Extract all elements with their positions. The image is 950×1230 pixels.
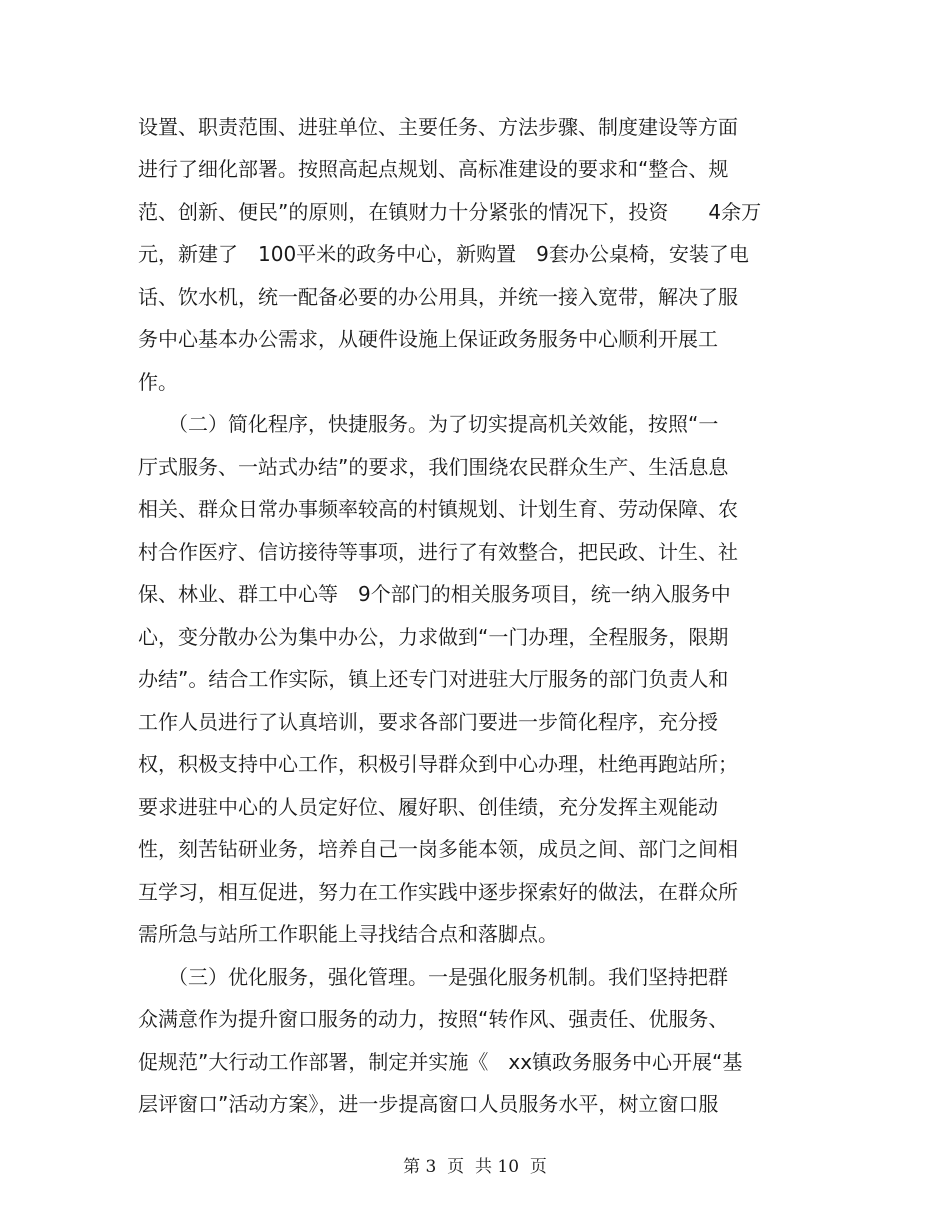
text-line: 需所急与站所工作职能上寻找结合点和落脚点。 <box>138 922 558 946</box>
text-line: 要求进驻中心的人员定好位、履好职、创佳绩，充分发挥主观能动 <box>138 795 718 819</box>
text-line: 范、创新、便民”的原则，在镇财力十分紧张的情况下，投资 4余万 <box>138 200 762 224</box>
text-line: 元，新建了 100平米的政务中心，新购置 9套办公桌椅，安装了电 <box>138 242 749 266</box>
text-line: 相关、群众日常办事频率较高的村镇规划、计划生育、劳动保障、农 <box>138 497 738 521</box>
text-line: 作。 <box>138 370 178 394</box>
text-line: 工作人员进行了认真培训，要求各部门要进一步简化程序，充分授 <box>138 710 718 734</box>
text-line: 进行了细化部署。按照高起点规划、高标准建设的要求和“整合、规 <box>138 157 729 181</box>
text-line: 促规范”大行动工作部署，制定并实施《 xx镇政务服务中心开展“基 <box>138 1050 743 1074</box>
text-line: 互学习，相互促进，努力在工作实践中逐步探索好的做法，在群众所 <box>138 880 738 904</box>
text-line: 务中心基本办公需求，从硬件设施上保证政务服务中心顺利开展工 <box>138 327 718 351</box>
text-line: （二）简化程序，快捷服务。为了切实提高机关效能，按照“一 <box>138 412 719 436</box>
text-line: 心，变分散办公为集中办公，力求做到“一门办理，全程服务，限期 <box>138 625 729 649</box>
text-line: 权，积极支持中心工作，积极引导群众到中心办理，杜绝再跑站所； <box>138 752 738 776</box>
text-line: 厅式服务、一站式办结”的要求，我们围绕农民群众生产、生活息息 <box>138 455 729 479</box>
text-line: 保、林业、群工中心等 9个部门的相关服务项目，统一纳入服务中 <box>138 582 731 606</box>
page-number-footer: 第 3 页 共 10 页 <box>403 1157 547 1177</box>
text-line: 层评窗口”活动方案》，进一步提高窗口人员服务水平，树立窗口服 <box>138 1092 719 1116</box>
text-line: 性，刻苦钻研业务，培养自己一岗多能本领，成员之间、部门之间相 <box>138 837 738 861</box>
text-line: 设置、职责范围、进驻单位、主要任务、方法步骤、制度建设等方面 <box>138 115 738 139</box>
text-line: 村合作医疗、信访接待等事项，进行了有效整合，把民政、计生、社 <box>138 540 738 564</box>
text-line: 办结”。结合工作实际，镇上还专门对进驻大厅服务的部门负责人和 <box>138 667 729 691</box>
text-line: 众满意作为提升窗口服务的动力，按照“转作风、强责任、优服务、 <box>138 1007 729 1031</box>
text-line: 话、饮水机，统一配备必要的办公用具，并统一接入宽带，解决了服 <box>138 285 738 309</box>
text-line: （三）优化服务，强化管理。一是强化服务机制。我们坚持把群 <box>138 965 728 989</box>
